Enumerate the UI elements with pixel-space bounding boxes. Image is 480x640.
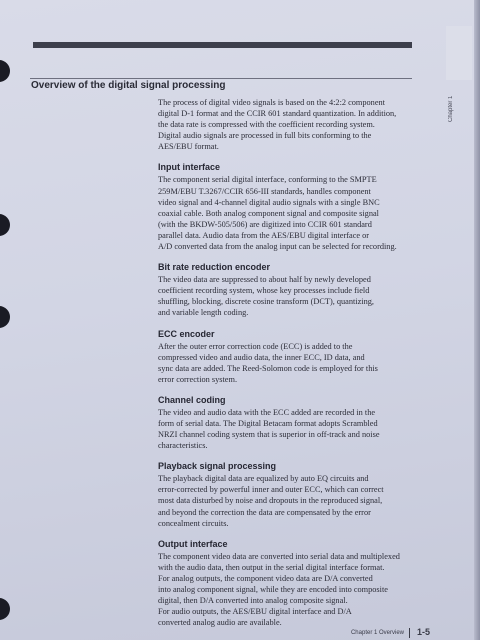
section-heading: Channel coding xyxy=(158,394,226,405)
binder-hole xyxy=(0,598,10,620)
binder-hole xyxy=(0,306,10,328)
section-body: The playback digital data are equalized by auto EQ circuits and error-corrected by powerful inner and outer ECC, which can correct most data disturbed by noise and dropouts in the reproduced signal, and beyond the correction the data are compensated by the error concealment circuits. xyxy=(158,474,384,528)
binder-hole xyxy=(0,214,10,236)
section-heading: ECC encoder xyxy=(158,328,215,339)
section-heading: Input interface xyxy=(158,162,221,173)
section-heading: Output interface xyxy=(158,538,228,549)
section-body: The component video data are converted into serial data and multiplexed with the audio data, then output in the serial digital interface format. For analog outputs, the component video data are D/A converted into analog component signal, while they are encoded into composite digital, then D/A converted into analog composite signal. For audio outputs, the AES/EBU digital interface and D/A converted analog audio are available. xyxy=(158,551,400,628)
intro-paragraph: The process of digital video signals is based on the 4:2:2 component digital D-1 format and the CCIR 601 standard quantization. In addition, the data rate is compressed with the coefficient recording system. Digital audio signals are processed in full bits conforming to the AES/EBU format. xyxy=(158,98,397,152)
page-number: 1-5 xyxy=(416,627,430,637)
section-body: The video and audio data with the ECC added are recorded in the form of serial data. The Digital Betacam format adopts Scrambled NRZI channel coding system that is superior in off-track and noise characteristics. xyxy=(158,407,380,451)
section-title: Overview of the digital signal processing xyxy=(31,80,226,91)
section-input-interface xyxy=(158,162,420,252)
section-body: After the outer error correction code (ECC) is added to the compressed video and audio data, the inner ECC, ID data, and sync data are added. The Reed-Solomon code is employed for this error correction system. xyxy=(158,341,378,384)
section-body: The video data are suppressed to about half by newly developed coefficient recording system, whose key processes include field shuffling, blocking, discrete cosine transform (DCT), quantizing, and variable length coding. xyxy=(158,275,374,318)
section-channel-coding xyxy=(158,395,420,451)
section-ecc-encoder xyxy=(158,329,420,385)
chapter-tab-label: Chapter 1 xyxy=(448,95,454,122)
footer-chapter-label: Chapter 1 Overview xyxy=(350,630,404,636)
binder-hole xyxy=(0,60,10,82)
footer-divider xyxy=(409,628,410,638)
section-output-interface xyxy=(158,539,420,629)
chapter-tab-block xyxy=(446,26,472,80)
section-body: The component serial digital interface, conforming to the SMPTE 259M/EBU T.3267/CCIR 656-III standards, handles component video signal and 4-channel digital audio signals with a single BNC coaxial cable. Both analog component signal and composite signal (with the BKDW-505/506) are digitized into CCIR 601 standard parallel data. Audio data from the AES/EBU digital interface or A/D converted data from the analog input can be selected for recording. xyxy=(158,175,397,252)
section-heading: Playback signal processing xyxy=(158,461,277,472)
header-rule xyxy=(33,42,412,48)
page-footer xyxy=(330,626,450,640)
body-column xyxy=(158,97,420,628)
section-bit-rate-reduction-encoder xyxy=(158,262,420,318)
page-right-edge xyxy=(474,0,480,640)
title-rule xyxy=(30,78,412,79)
section-playback-signal-processing xyxy=(158,461,420,528)
section-heading: Bit rate reduction encoder xyxy=(158,262,271,273)
